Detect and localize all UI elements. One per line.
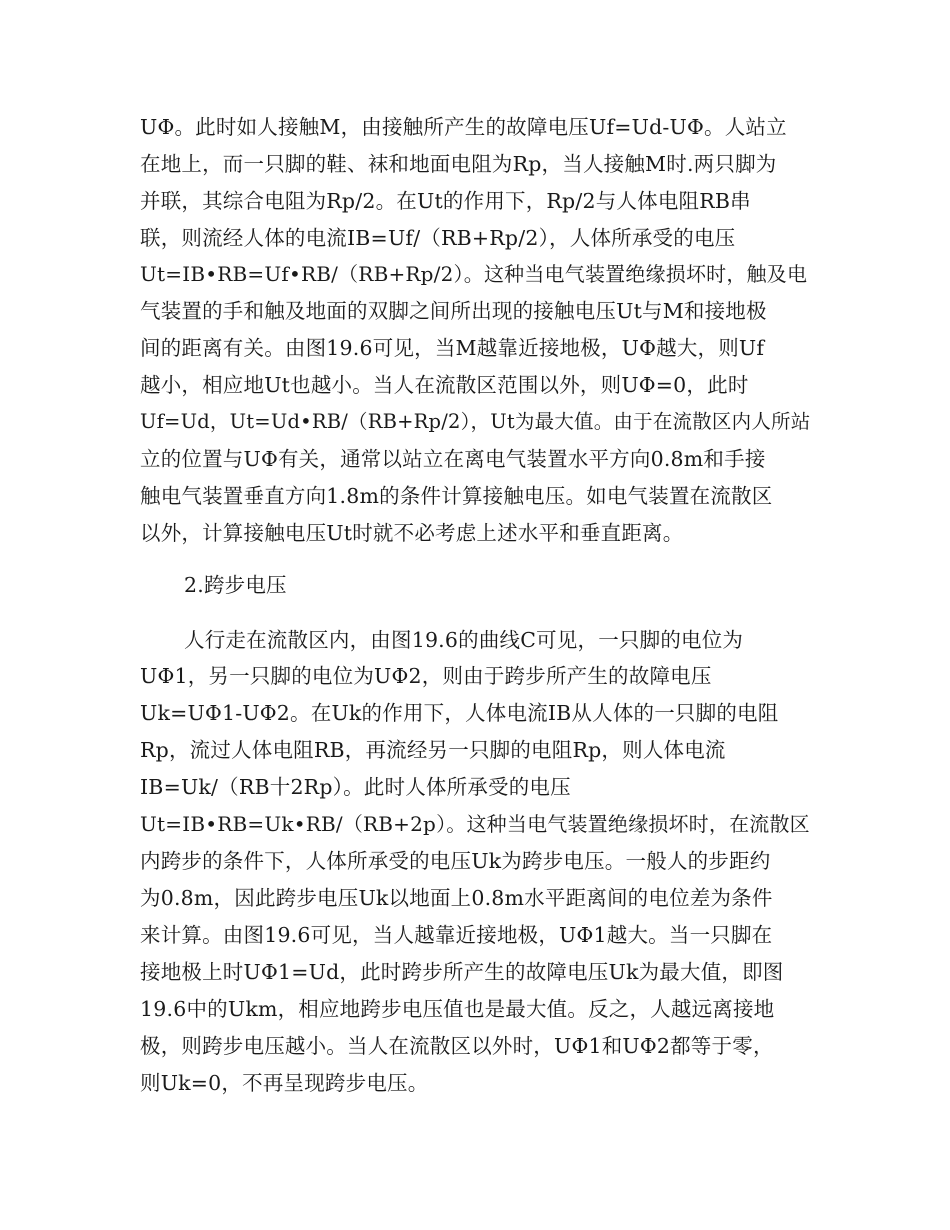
paragraph-2-line: IB=Uk/（RB十2Rp）。此时人体所承受的电压 [140,775,571,799]
paragraph-2-line: Uk=UΦ1-UΦ2。在Uk的作用下，人体电流IB从人体的一只脚的电阻 [140,701,779,725]
section-heading: 2.跨步电压 [184,573,287,597]
paragraph-1-line: 间的距离有关。由图19.6可见，当M越靠近接地极，UΦ越大，则Uf [140,336,765,360]
paragraph-2-line: Ut=IB•RB=Uk•RB/（RB+2p）。这种当电气装置绝缘损坏时，在流散区 [140,812,810,836]
paragraph-2-line: Rp，流过人体电阻RB，再流经另一只脚的电阻Rp，则人体电流 [140,738,726,762]
paragraph-2-line: 接地极上时UΦ1=Ud，此时跨步所产生的故障电压Uk为最大值，即图 [140,960,784,984]
paragraph-1-line: 气装置的手和触及地面的双脚之间所出现的接触电压Ut与M和接地极 [140,299,767,323]
paragraph-1-line: 并联，其综合电阻为Rp/2。在Ut的作用下，Rp/2与人体电阻RB串 [140,189,751,213]
paragraph-1-line: 立的位置与UΦ有关，通常以站立在离电气装置水平方向0.8m和手接 [140,447,766,471]
paragraph-2-line: 来计算。由图19.6可见，当人越靠近接地极，UΦ1越大。当一只脚在 [140,923,773,947]
paragraph-1-line: 越小，相应地Ut也越小。当人在流散区范围以外，则UΦ=0，此时 [140,373,749,397]
paragraph-2-line: 为0.8m，因此跨步电压Uk以地面上0.8m水平距离间的电位差为条件 [140,886,773,910]
paragraph-2-line: 则Uk=0，不再呈现跨步电压。 [140,1071,429,1095]
paragraph-2-line: 19.6中的Ukm，相应地跨步电压值也是最大值。反之，人越远离接地 [140,997,775,1021]
paragraph-1-line: 触电气装置垂直方向1.8m的条件计算接触电压。如电气装置在流散区 [140,484,773,508]
paragraph-1-line: 以外，计算接触电压Ut时就不必考虑上述水平和垂直距离。 [140,521,684,545]
paragraph-1-line: 联，则流经人体的电流IB=Uf/（RB+Rp/2），人体所承受的电压 [140,226,736,250]
paragraph-2-line: 极，则跨步电压越小。当人在流散区以外时，UΦ1和UΦ2都等于零， [140,1034,774,1058]
paragraph-1-line: Ut=IB•RB=Uf•RB/（RB+Rp/2）。这种当电气装置绝缘损坏时，触及电 [140,262,808,286]
paragraph-2-line: 人行走在流散区内，由图19.6的曲线C可见，一只脚的电位为 [184,628,744,652]
paragraph-1-line: Uf=Ud，Ut=Ud•RB/（RB+Rp/2），Ut为最大值。由于在流散区内人所站 [140,410,811,433]
paragraph-1-line: 在地上，而一只脚的鞋、袜和地面电阻为Rp，当人接触M时.两只脚为 [140,152,777,176]
paragraph-1-line: UΦ。此时如人接触M，由接触所产生的故障电压Uf=Ud-UΦ。人站立 [140,115,787,139]
paragraph-2-line: UΦ1，另一只脚的电位为UΦ2，则由于跨步所产生的故障电压 [140,664,712,688]
paragraph-2-line: 内跨步的条件下，人体所承受的电压Uk为跨步电压。一般人的步距约 [140,849,771,873]
